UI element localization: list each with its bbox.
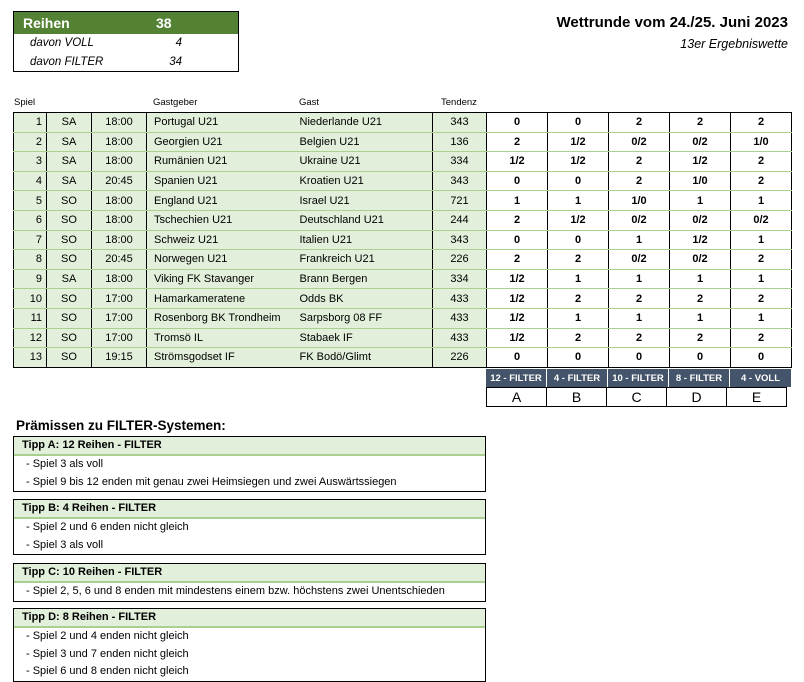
tipp-b-item: - Spiel 2 und 6 enden nicht gleich (26, 521, 189, 533)
table-row (14, 289, 792, 309)
row-home-team: Portugal U21 (147, 113, 298, 133)
tipp-d-box (13, 608, 486, 682)
row-number: 7 (14, 230, 47, 250)
filter-letter: B (546, 387, 607, 407)
tip-d: 0/2 (670, 132, 731, 152)
reihen-label: Reihen (23, 15, 70, 31)
row-tendency: 433 (433, 308, 487, 328)
filter-letter: E (726, 387, 787, 407)
row-time: 18:00 (92, 132, 147, 152)
row-tendency: 343 (433, 230, 487, 250)
table-row (14, 132, 792, 152)
filter-value: 34 (169, 56, 182, 68)
tip-d: 0/2 (670, 210, 731, 230)
row-time: 18:00 (92, 152, 147, 172)
row-day: SO (47, 191, 92, 211)
row-home-team: Strömsgodset IF (147, 348, 298, 368)
row-guest-team: Sarpsborg 08 FF (298, 308, 433, 328)
filter-header-row (486, 369, 791, 387)
voll-row (14, 34, 238, 53)
tip-a: 0 (487, 113, 548, 133)
tip-c: 0/2 (609, 132, 670, 152)
filter-header: 4 - FILTER (547, 369, 608, 387)
tip-c: 2 (609, 328, 670, 348)
row-number: 4 (14, 171, 47, 191)
row-number: 2 (14, 132, 47, 152)
row-tendency: 433 (433, 328, 487, 348)
tipp-b-title: Tipp B: 4 Reihen - FILTER (14, 500, 485, 519)
tip-e: 1 (731, 230, 792, 250)
tip-c: 2 (609, 171, 670, 191)
row-day: SO (47, 308, 92, 328)
tip-b: 1 (548, 269, 609, 289)
row-number: 13 (14, 348, 47, 368)
tip-c: 1 (609, 230, 670, 250)
tip-d: 1/2 (670, 230, 731, 250)
tipp-b-box (13, 499, 486, 555)
row-guest-team: Italien U21 (298, 230, 433, 250)
tipp-a-box (13, 436, 486, 492)
tipp-d-item: - Spiel 2 und 4 enden nicht gleich (26, 630, 189, 642)
filter-header: 4 - VOLL (730, 369, 791, 387)
row-day: SA (47, 132, 92, 152)
row-tendency: 244 (433, 210, 487, 230)
row-day: SO (47, 230, 92, 250)
tip-a: 0 (487, 171, 548, 191)
tipp-a-title: Tipp A: 12 Reihen - FILTER (14, 437, 485, 456)
tip-e: 2 (731, 328, 792, 348)
row-home-team: Spanien U21 (147, 171, 298, 191)
row-number: 5 (14, 191, 47, 211)
tipp-d-item: - Spiel 3 und 7 enden nicht gleich (26, 647, 189, 660)
row-time: 18:00 (92, 269, 147, 289)
tip-a: 1/2 (487, 152, 548, 172)
row-number: 10 (14, 289, 47, 309)
row-number: 12 (14, 328, 47, 348)
row-day: SA (47, 171, 92, 191)
row-guest-team: Odds BK (298, 289, 433, 309)
row-day: SO (47, 250, 92, 270)
row-number: 8 (14, 250, 47, 270)
tip-c: 0/2 (609, 210, 670, 230)
filter-header: 12 - FILTER (486, 369, 547, 387)
row-guest-team: Israel U21 (298, 191, 433, 211)
tip-d: 2 (670, 328, 731, 348)
row-tendency: 343 (433, 171, 487, 191)
tip-e: 2 (731, 113, 792, 133)
column-header-tendenz: Tendenz (441, 97, 477, 108)
tip-a: 1/2 (487, 328, 548, 348)
row-home-team: Tschechien U21 (147, 210, 298, 230)
tip-b: 1 (548, 308, 609, 328)
tipp-c-box (13, 563, 486, 602)
row-number: 6 (14, 210, 47, 230)
row-time: 17:00 (92, 328, 147, 348)
tip-e: 2 (731, 171, 792, 191)
row-time: 18:00 (92, 191, 147, 211)
tip-a: 0 (487, 348, 548, 368)
tip-d: 1/0 (670, 171, 731, 191)
tip-b: 0 (548, 171, 609, 191)
tip-b: 1/2 (548, 132, 609, 152)
page-subtitle: 13er Ergebniswette (680, 37, 788, 51)
filter-header: 10 - FILTER (608, 369, 669, 387)
row-number: 9 (14, 269, 47, 289)
table-row (14, 191, 792, 211)
row-guest-team: Ukraine U21 (298, 152, 433, 172)
tip-c: 0 (609, 348, 670, 368)
tip-b: 0 (548, 230, 609, 250)
tip-e: 2 (731, 250, 792, 270)
tip-a: 1/2 (487, 308, 548, 328)
row-home-team: Georgien U21 (147, 132, 298, 152)
row-guest-team: Stabaek IF (298, 328, 433, 348)
tip-b: 1/2 (548, 210, 609, 230)
tip-d: 0/2 (670, 250, 731, 270)
row-guest-team: Brann Bergen (298, 269, 433, 289)
row-home-team: Viking FK Stavanger (147, 269, 298, 289)
tipp-a-item: - Spiel 9 bis 12 enden mit genau zwei Heimsiegen und zwei Auswärtssiegen (26, 475, 397, 488)
table-row (14, 210, 792, 230)
tip-c: 2 (609, 289, 670, 309)
tip-e: 1 (731, 269, 792, 289)
tip-a: 1/2 (487, 289, 548, 309)
tip-e: 0 (731, 348, 792, 368)
tip-d: 2 (670, 113, 731, 133)
table-row (14, 230, 792, 250)
row-guest-team: Belgien U21 (298, 132, 433, 152)
row-tendency: 226 (433, 348, 487, 368)
row-day: SO (47, 210, 92, 230)
filter-row (14, 53, 238, 72)
tipp-d-item: - Spiel 6 und 8 enden nicht gleich (26, 665, 189, 677)
tip-b: 0 (548, 348, 609, 368)
tip-d: 1 (670, 191, 731, 211)
row-home-team: Norwegen U21 (147, 250, 298, 270)
row-home-team: Rumänien U21 (147, 152, 298, 172)
row-tendency: 343 (433, 113, 487, 133)
voll-label: davon VOLL (30, 37, 94, 49)
row-tendency: 433 (433, 289, 487, 309)
row-day: SA (47, 152, 92, 172)
tip-a: 2 (487, 210, 548, 230)
row-time: 17:00 (92, 308, 147, 328)
tipp-c-item: - Spiel 2, 5, 6 und 8 enden mit mindestens einem bzw. höchstens zwei Unentschieden (26, 585, 445, 597)
row-time: 20:45 (92, 171, 147, 191)
table-row (14, 328, 792, 348)
row-guest-team: Kroatien U21 (298, 171, 433, 191)
row-day: SO (47, 328, 92, 348)
tipp-c-title: Tipp C: 10 Reihen - FILTER (14, 564, 485, 583)
table-row (14, 171, 792, 191)
reihen-value: 38 (156, 15, 172, 31)
row-time: 18:00 (92, 113, 147, 133)
filter-letter: D (666, 387, 727, 407)
row-guest-team: Frankreich U21 (298, 250, 433, 270)
row-tendency: 226 (433, 250, 487, 270)
row-day: SA (47, 269, 92, 289)
tip-c: 2 (609, 113, 670, 133)
tip-e: 2 (731, 152, 792, 172)
tip-b: 2 (548, 328, 609, 348)
filter-header: 8 - FILTER (669, 369, 730, 387)
tip-a: 2 (487, 250, 548, 270)
filter-letter-row (486, 387, 787, 407)
matches-table (13, 112, 792, 368)
row-time: 18:00 (92, 230, 147, 250)
tip-e: 1/0 (731, 132, 792, 152)
tip-a: 1 (487, 191, 548, 211)
table-row (14, 308, 792, 328)
row-tendency: 334 (433, 269, 487, 289)
tip-e: 2 (731, 289, 792, 309)
tip-e: 0/2 (731, 210, 792, 230)
page-title: Wettrunde vom 24./25. Juni 2023 (556, 14, 788, 31)
filter-letter: A (486, 387, 547, 407)
row-home-team: Tromsö IL (147, 328, 298, 348)
tipp-b-item: - Spiel 3 als voll (26, 538, 104, 551)
row-guest-team: Niederlande U21 (298, 113, 433, 133)
premissen-title: Prämissen zu FILTER-Systemen: (16, 418, 226, 433)
tip-b: 2 (548, 289, 609, 309)
row-number: 3 (14, 152, 47, 172)
table-row (14, 348, 792, 368)
tip-c: 1 (609, 308, 670, 328)
tip-b: 0 (548, 113, 609, 133)
row-number: 11 (14, 308, 47, 328)
tip-c: 2 (609, 152, 670, 172)
row-time: 17:00 (92, 289, 147, 309)
column-header-spiel: Spiel (14, 97, 36, 108)
column-header-gast: Gast (299, 97, 320, 108)
filter-label: davon FILTER (30, 56, 104, 68)
tipp-a-item: - Spiel 3 als voll (26, 458, 104, 470)
filter-letter: C (606, 387, 667, 407)
column-header-gastgeber: Gastgeber (153, 97, 198, 108)
tip-b: 2 (548, 250, 609, 270)
row-day: SO (47, 289, 92, 309)
tip-b: 1 (548, 191, 609, 211)
tip-c: 0/2 (609, 250, 670, 270)
tip-e: 1 (731, 308, 792, 328)
tip-c: 1 (609, 269, 670, 289)
row-home-team: England U21 (147, 191, 298, 211)
table-row (14, 152, 792, 172)
tip-d: 2 (670, 289, 731, 309)
row-time: 18:00 (92, 210, 147, 230)
table-row (14, 250, 792, 270)
row-tendency: 136 (433, 132, 487, 152)
tipp-d-title: Tipp D: 8 Reihen - FILTER (14, 609, 485, 628)
tip-a: 0 (487, 230, 548, 250)
row-tendency: 721 (433, 191, 487, 211)
tip-e: 1 (731, 191, 792, 211)
row-day: SA (47, 113, 92, 133)
summary-box (13, 11, 239, 72)
tip-d: 0 (670, 348, 731, 368)
summary-header (14, 12, 238, 34)
tip-b: 1/2 (548, 152, 609, 172)
row-guest-team: FK Bodö/Glimt (298, 348, 433, 368)
row-home-team: Rosenborg BK Trondheim (147, 308, 298, 328)
table-row (14, 113, 792, 133)
tip-d: 1 (670, 308, 731, 328)
tip-d: 1/2 (670, 152, 731, 172)
table-row (14, 269, 792, 289)
row-number: 1 (14, 113, 47, 133)
voll-value: 4 (175, 37, 182, 49)
row-tendency: 334 (433, 152, 487, 172)
tip-d: 1 (670, 269, 731, 289)
tip-a: 2 (487, 132, 548, 152)
row-time: 19:15 (92, 348, 147, 368)
row-day: SO (47, 348, 92, 368)
tip-c: 1/0 (609, 191, 670, 211)
tip-a: 1/2 (487, 269, 548, 289)
row-guest-team: Deutschland U21 (298, 210, 433, 230)
row-home-team: Schweiz U21 (147, 230, 298, 250)
row-time: 20:45 (92, 250, 147, 270)
row-home-team: Hamarkameratene (147, 289, 298, 309)
